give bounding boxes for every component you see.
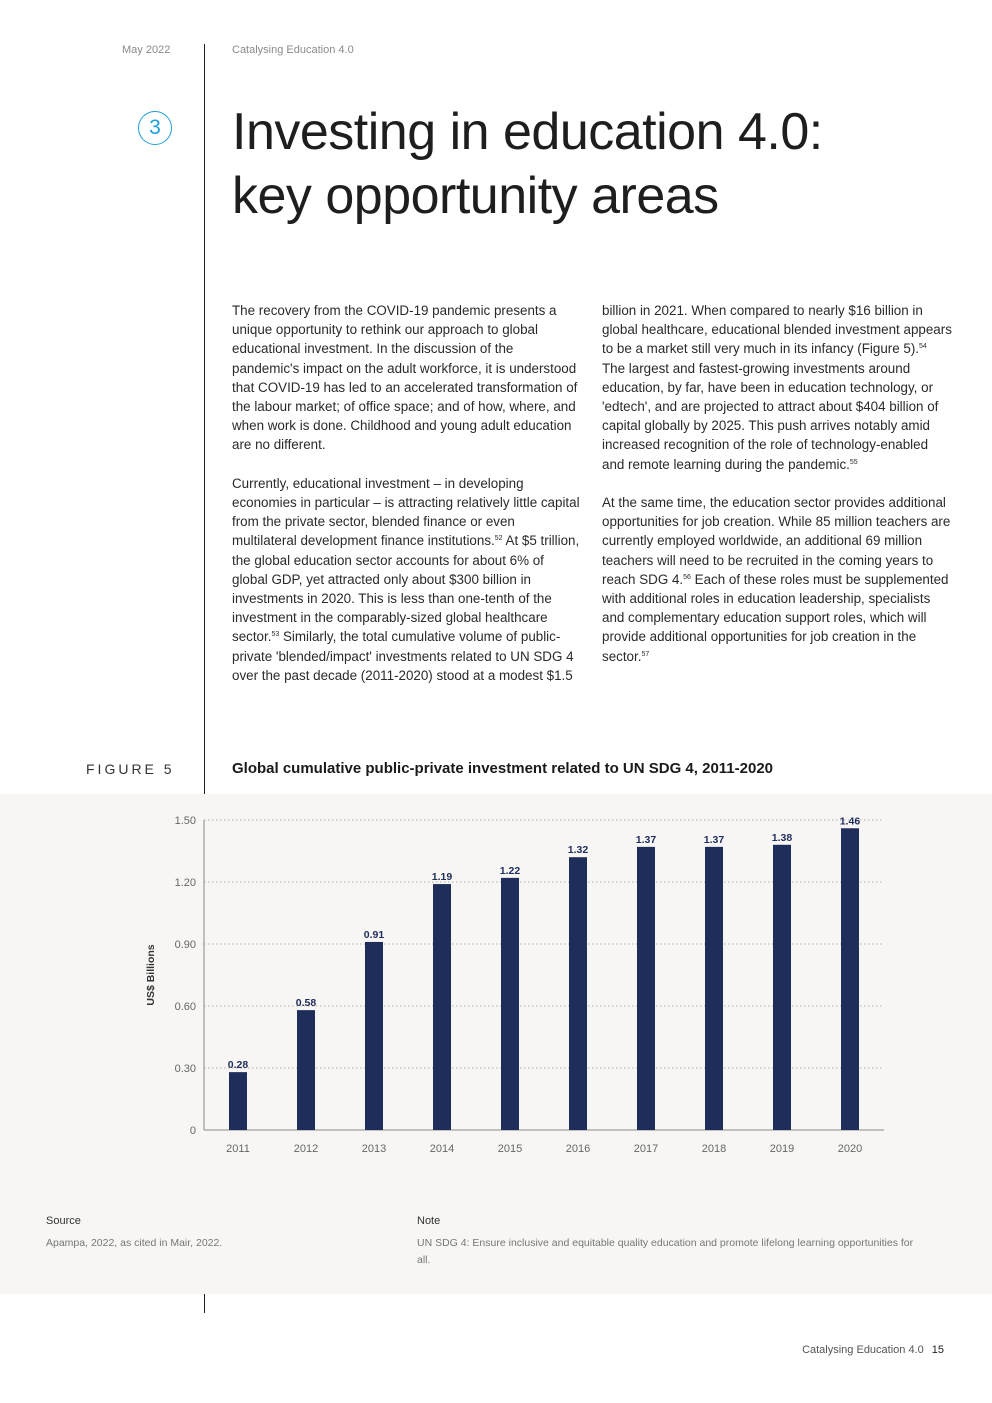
x-tick-label: 2015	[497, 1143, 523, 1155]
body-column-left	[232, 301, 582, 704]
body-column-right	[602, 301, 952, 685]
bar-chart	[140, 806, 900, 1166]
x-tick-label: 2018	[701, 1143, 727, 1155]
footnote-ref: 57	[641, 650, 650, 658]
source-heading: Source	[46, 1215, 81, 1227]
bar-value-label: 1.37	[635, 833, 657, 846]
bar-value-label: 1.46	[839, 815, 861, 828]
y-axis-title: US$ Billions	[145, 944, 157, 1006]
bar-2012	[297, 1010, 315, 1130]
y-tick-label: 1.20	[174, 877, 196, 889]
bar-value-label: 1.22	[499, 864, 521, 877]
page-footer	[802, 1344, 944, 1356]
footer-publication: Catalysing Education 4.0	[802, 1344, 924, 1356]
page-title-line2: key opportunity areas	[232, 167, 719, 225]
paragraph: billion in 2021. When compared to nearly $16 billion in global healthcare, educational blended investment appears to be a market still very much in its infancy (Figure 5).$^{54}$ The largest and fastest-growing investments around education, by far, have been in education technology, or 'edtech', and are projected to attract about $404 billion of capital globally by 2025. This push arrives notably amid increased recognition of the role of technology-enabled and remote learning during the pandemic.$^{55}$	[602, 303, 952, 472]
bar-2016	[569, 857, 587, 1130]
bar-2017	[637, 847, 655, 1130]
figure-label: FIGURE 5	[86, 761, 175, 777]
footnote-ref: 55	[849, 458, 858, 466]
x-tick-label: 2016	[565, 1143, 591, 1155]
y-tick-labels	[175, 815, 196, 1137]
bar-value-label: 0.58	[295, 997, 317, 1010]
note-heading: Note	[417, 1215, 441, 1227]
page-number: 15	[931, 1344, 944, 1356]
bar-value-label: 1.38	[771, 831, 793, 844]
vertical-rule-top	[204, 44, 205, 794]
page-title	[232, 100, 952, 228]
bar-2018	[705, 847, 723, 1130]
bar-value-label: 1.37	[703, 833, 725, 846]
bar-value-label: 0.28	[227, 1059, 249, 1072]
paragraph: The recovery from the COVID-19 pandemic presents a unique opportunity to rethink our approach to global educational investment. In the discussion of the pandemic's impact on the adult workforce, it is understood that COVID-19 has led to an accelerated transformation of the labour market; of office space; and of how, where, and when work is done. Childhood and young adult education are no different.	[232, 303, 578, 453]
source-text: Apampa, 2022, as cited in Mair, 2022.	[46, 1237, 223, 1249]
bar-2014	[433, 884, 451, 1130]
y-tick-label: 1.50	[174, 815, 196, 827]
x-tick-label: 2014	[429, 1143, 455, 1155]
bar-value-label: 0.91	[363, 928, 385, 941]
bar-value-label: 1.32	[567, 844, 589, 857]
footnote-ref: 54	[919, 343, 927, 351]
footnote-ref: 56	[683, 573, 691, 581]
note-text: UN SDG 4: Ensure inclusive and equitable quality education and promote lifelong learning opportunities for all.	[417, 1237, 914, 1266]
bar-2011	[229, 1072, 247, 1130]
page-title-line1: Investing in education 4.0:	[232, 103, 823, 161]
figure-title: Global cumulative public-private investment related to UN SDG 4, 2011-2020	[232, 760, 774, 777]
x-tick-label: 2019	[769, 1143, 795, 1155]
x-tick-label: 2017	[633, 1143, 659, 1155]
bar-2019	[773, 845, 791, 1130]
y-tick-label: 0.90	[174, 939, 196, 951]
section-number-badge: 3	[138, 111, 172, 145]
x-tick-labels	[226, 1143, 862, 1155]
bar-2020	[841, 828, 859, 1130]
y-tick-label: 0.60	[174, 1001, 196, 1013]
x-tick-label: 2011	[226, 1143, 250, 1155]
y-tick-label: 0.30	[174, 1063, 196, 1075]
vertical-rule-bottom	[204, 1294, 205, 1313]
bar-2015	[501, 878, 519, 1130]
y-tick-label: 0	[189, 1125, 196, 1137]
header-publication: Catalysing Education 4.0	[232, 44, 354, 56]
chart-bars	[229, 828, 859, 1130]
footnote-ref: 53	[271, 631, 280, 639]
paragraph: At the same time, the education sector provides additional opportunities for job creation. While 85 million teachers are currently employed worldwide, an additional 69 million teachers will need to be recruited in the coming years to reach SDG 4.56 Each of these roles must be supplemented with additional roles in education leadership, specialists and complementary education support roles, which will provide additional opportunities for job creation in the sector.$^{57}$	[602, 495, 951, 664]
header-date: May 2022	[122, 44, 171, 56]
bar-value-label: 1.19	[431, 871, 453, 884]
footnote-ref: 52	[494, 535, 503, 543]
bar-value-labels	[228, 815, 861, 1071]
x-tick-label: 2012	[293, 1143, 319, 1155]
paragraph: Currently, educational investment – in developing economies in particular – is attracting relatively little capital from the private sector, blended finance or even multilateral development finance institutions.$^{52}$ At $5 trillion, the global education sector accounts for about 6% of global GDP, yet attracted only about $300 billion in investments in 2020. This is less than one-tenth of the investment in the comparably-sized global healthcare sector.$^{53}$ Similarly, the total cumulative volume of public-private 'blended/impact' investments related to UN SDG 4 over the past decade (2011-2020) stood at a modest $1.5	[232, 475, 580, 683]
x-tick-label: 2013	[361, 1143, 387, 1155]
bar-2013	[365, 942, 383, 1130]
x-tick-label: 2020	[837, 1143, 863, 1155]
